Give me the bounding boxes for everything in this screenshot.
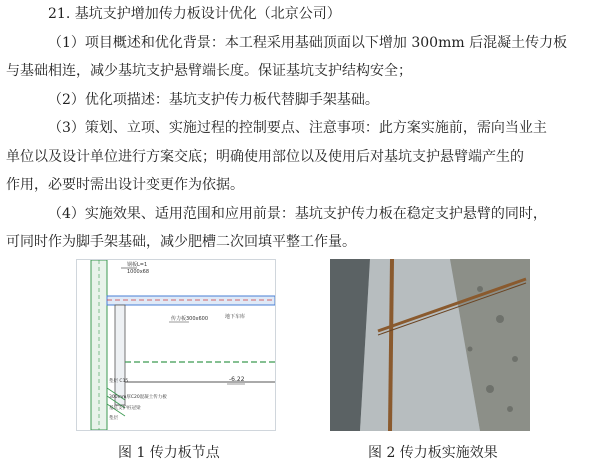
paragraph-line: （3）策划、立项、实施过程的控制要点、注意事项：此方案实施前，需向当业主 <box>48 120 547 136</box>
paragraph-line: 可同时作为脚手架基础，减少肥槽二次回填平整工作量。 <box>6 234 356 250</box>
note-top1: 钢板L=1 <box>127 262 148 268</box>
note-b: 300mm厚C20混凝土传力板 <box>109 395 167 400</box>
transfer-slab <box>107 296 275 305</box>
paragraph-line: （1）项目概述和优化背景：本工程采用基础顶面以下增加 300mm 后混凝土传力板 <box>48 35 568 51</box>
paragraph-line: （2）优化项描述：基坑支护传力板代替脚手架基础。 <box>48 92 379 108</box>
transfer-slab-node-drawing <box>76 259 276 431</box>
note-top2: 1000x68 <box>127 269 150 275</box>
paragraph-line: 单位以及设计单位进行方案交底；明确使用部位以及使用后对基坑支护悬臂端产生的 <box>6 149 524 165</box>
figure2-caption: 图 2 传力板实施效果 <box>368 445 498 461</box>
note-right: 地下车库 <box>225 314 246 320</box>
elevation-label: -6.22 <box>229 376 245 383</box>
figure1-caption: 图 1 传力板节点 <box>118 445 220 461</box>
basement-wall <box>115 305 125 405</box>
note-d: 垫层 <box>109 416 118 421</box>
note-a: 垫层 C15 <box>109 379 129 384</box>
paragraph-line: 作用，必要时需出设计变更作为依据。 <box>6 177 244 193</box>
note-c: 基坑支护桩冠梁 <box>109 406 141 411</box>
transfer-slab-site-photo <box>330 259 530 431</box>
cad-drawing <box>77 260 275 430</box>
note-mid: 传力板300x600 <box>171 316 209 322</box>
paragraph-line: 与基础相连，减少基坑支护悬臂端长度。保证基坑支护结构安全； <box>6 63 412 79</box>
section-heading: 21. 基坑支护增加传力板设计优化（北京公司） <box>48 6 341 22</box>
site-photo <box>330 259 530 431</box>
paragraph-line: （4）实施效果、适用范围和应用前景：基坑支护传力板在稳定支护悬臂的同时， <box>48 206 547 222</box>
